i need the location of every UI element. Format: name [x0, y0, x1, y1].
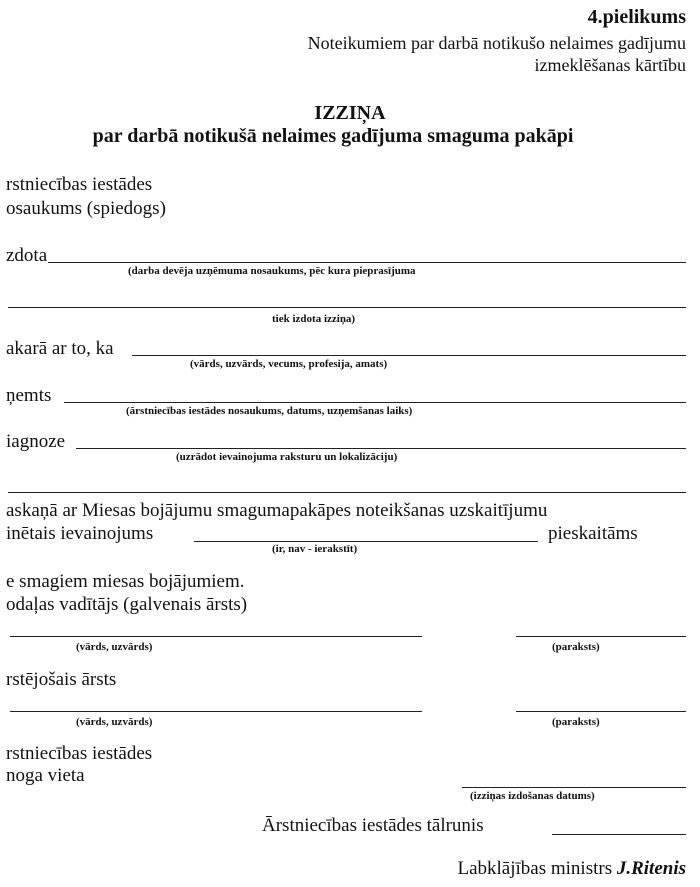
related-field-line[interactable]: [132, 355, 686, 356]
related-caption: (vārds, uzvārds, vecums, profesija, amats): [190, 358, 388, 370]
issued-field-line[interactable]: [48, 262, 686, 263]
head-doctor-sign-line[interactable]: [516, 636, 686, 637]
institution-label-line2: osaukums (spiedogs): [6, 198, 166, 219]
issued-caption-2: tiek izdota izziņa): [272, 313, 356, 325]
statement-line3: e smagiem miesas bojājumiem.: [6, 571, 245, 592]
minister-title: Labklājības ministrs: [457, 858, 613, 879]
attending-doctor-name-caption: (vārds, uzvārds): [76, 716, 153, 728]
head-doctor-label: odaļas vadītājs (galvenais ārsts): [6, 594, 248, 615]
attending-doctor-sign-caption: (paraksts): [552, 716, 600, 728]
admitted-field-line[interactable]: [64, 402, 686, 403]
head-doctor-sign-caption: (paraksts): [552, 641, 600, 653]
statement-line2-left: inētais ievainojums: [6, 523, 154, 544]
attending-doctor-name-line[interactable]: [10, 711, 422, 712]
issue-date-line[interactable]: [462, 787, 686, 788]
location-label-line1: rstniecības iestādes: [6, 743, 153, 764]
location-label-line2: noga vieta: [6, 765, 85, 786]
issued-caption: (darba devēja uzņēmuma nosaukums, pēc kura pieprasījuma: [128, 265, 416, 277]
issued-label: zdota: [6, 245, 48, 266]
minister-name: J.Ritenis: [616, 858, 686, 879]
minister-signature: [457, 858, 686, 880]
diagnosis-field-line-2[interactable]: [8, 492, 686, 493]
diagnosis-label: iagnoze: [6, 431, 66, 452]
issue-date-caption: (izziņas izdošanas datums): [470, 790, 595, 802]
head-doctor-name-line[interactable]: [10, 636, 422, 637]
regulation-reference-line2: izmeklēšanas kārtību: [534, 55, 686, 75]
institution-label-line1: rstniecības iestādes: [6, 174, 153, 195]
annex-number: 4.pielikums: [587, 6, 686, 28]
diagnosis-field-line[interactable]: [76, 448, 686, 449]
diagnosis-caption: (uzrādot ievainojuma raksturu un lokalizāciju): [176, 451, 398, 463]
statement-line1: askaņā ar Miesas bojājumu smagumapakāpes noteikšanas uzskaitījumu: [6, 500, 548, 521]
attending-doctor-label: rstējošais ārsts: [6, 669, 117, 690]
admitted-caption: (ārstniecības iestādes nosaukums, datums, uzņemšanas laiks): [126, 405, 413, 417]
head-doctor-name-caption: (vārds, uzvārds): [76, 641, 153, 653]
issued-field-line-2[interactable]: [8, 307, 686, 308]
related-label: akarā ar to, ka: [6, 338, 114, 359]
statement-line2-right: pieskaitāms: [548, 523, 638, 544]
phone-label: Ārstniecības iestādes tālrunis: [262, 815, 484, 836]
classification-field-line[interactable]: [194, 541, 538, 542]
classification-caption: (ir, nav - ierakstīt): [272, 543, 358, 555]
phone-field-line[interactable]: [552, 834, 686, 835]
admitted-label: ņemts: [6, 385, 52, 406]
document-subtitle: par darbā notikušā nelaimes gadījuma smaguma pakāpi: [92, 125, 574, 147]
document-title: IZZIŅA: [314, 102, 386, 124]
regulation-reference-line1: Noteikumiem par darbā notikušo nelaimes gadījumu: [307, 33, 686, 53]
attending-doctor-sign-line[interactable]: [516, 711, 686, 712]
